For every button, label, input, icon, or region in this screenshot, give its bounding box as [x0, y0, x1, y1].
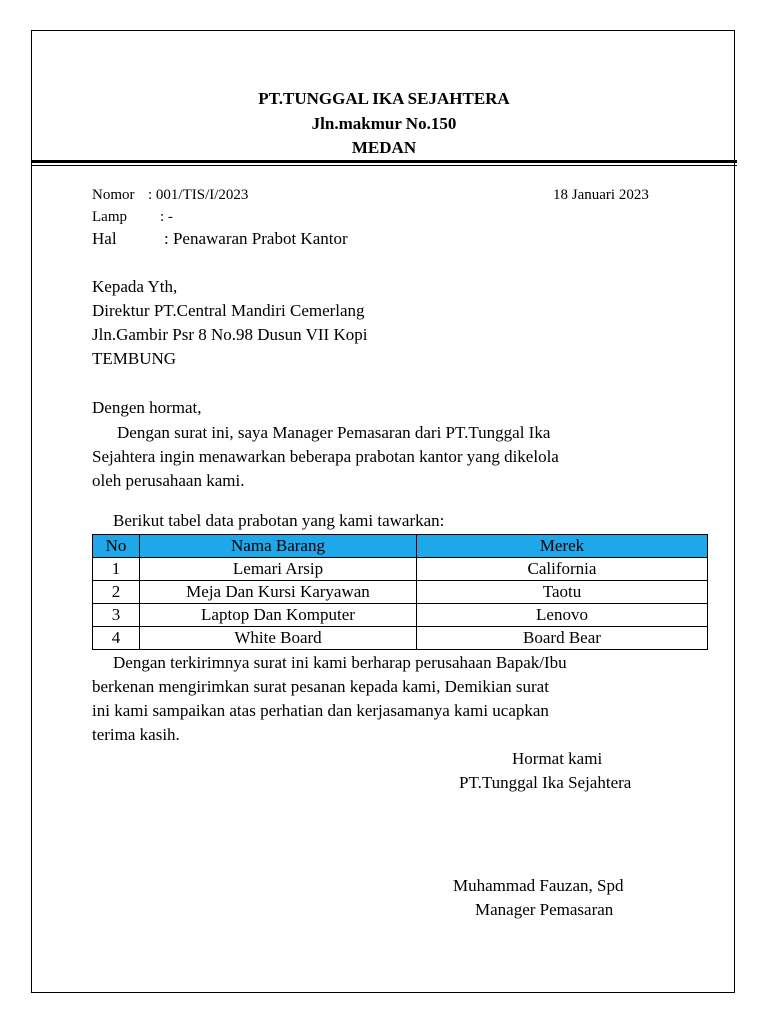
signatory-title: Manager Pemasaran: [475, 900, 614, 919]
cell-no: 3: [93, 604, 140, 627]
hal-label: Hal: [92, 229, 117, 248]
product-table: [92, 534, 708, 650]
paragraph1-line2: Sejahtera ingin menawarkan beberapa prabotan kantor yang dikelola: [92, 447, 559, 466]
paragraph1-line1: Dengan surat ini, saya Manager Pemasaran dari PT.Tunggal Ika: [117, 423, 551, 442]
table-row: [93, 627, 708, 650]
letterhead-rule-thick: [31, 160, 737, 163]
company-address: Jln.makmur No.150: [311, 114, 457, 133]
recipient-line3: Jln.Gambir Psr 8 No.98 Dusun VII Kopi: [92, 325, 368, 344]
signature-company: PT.Tunggal Ika Sejahtera: [459, 773, 632, 792]
lamp-label: Lamp: [92, 209, 127, 225]
table-intro: Berikut tabel data prabotan yang kami tawarkan:: [113, 511, 445, 530]
company-name: PT.TUNGGAL IKA SEJAHTERA: [258, 89, 510, 108]
table-header-row: [93, 535, 708, 558]
table-row: [93, 581, 708, 604]
regards: Hormat kami: [512, 749, 603, 768]
recipient-line2: Direktur PT.Central Mandiri Cemerlang: [92, 301, 365, 320]
cell-nama-barang: Meja Dan Kursi Karyawan: [140, 581, 417, 604]
header-merek: Merek: [417, 535, 708, 558]
nomor-label: Nomor: [92, 187, 135, 203]
company-city: MEDAN: [351, 138, 417, 157]
signatory-name: Muhammad Fauzan, Spd: [453, 876, 624, 895]
cell-nama-barang: Lemari Arsip: [140, 558, 417, 581]
cell-merek: Board Bear: [417, 627, 708, 650]
cell-merek: Taotu: [417, 581, 708, 604]
cell-no: 2: [93, 581, 140, 604]
greeting: Dengen hormat,: [92, 398, 202, 417]
header-no: No: [93, 535, 140, 558]
closing-line3: ini kami sampaikan atas perhatian dan kerjasamanya kami ucapkan: [92, 701, 549, 720]
recipient-line1: Kepada Yth,: [92, 277, 178, 296]
paragraph1-line3: oleh perusahaan kami.: [92, 471, 245, 490]
cell-no: 1: [93, 558, 140, 581]
letterhead-rule-thin: [31, 165, 737, 166]
letter-date: 18 Januari 2023: [553, 187, 649, 203]
lamp-value: : -: [160, 209, 173, 225]
hal-value: : Penawaran Prabot Kantor: [164, 229, 348, 248]
cell-nama-barang: Laptop Dan Komputer: [140, 604, 417, 627]
closing-line1: Dengan terkirimnya surat ini kami berharap perusahaan Bapak/Ibu: [113, 653, 567, 672]
table-row: [93, 604, 708, 627]
closing-line2: berkenan mengirimkan surat pesanan kepada kami, Demikian surat: [92, 677, 549, 696]
closing-line4: terima kasih.: [92, 725, 180, 744]
cell-merek: Lenovo: [417, 604, 708, 627]
nomor-value: : 001/TIS/I/2023: [148, 187, 249, 203]
table-row: [93, 558, 708, 581]
cell-nama-barang: White Board: [140, 627, 417, 650]
header-nama-barang: Nama Barang: [140, 535, 417, 558]
recipient-line4: TEMBUNG: [92, 349, 177, 368]
cell-no: 4: [93, 627, 140, 650]
cell-merek: California: [417, 558, 708, 581]
